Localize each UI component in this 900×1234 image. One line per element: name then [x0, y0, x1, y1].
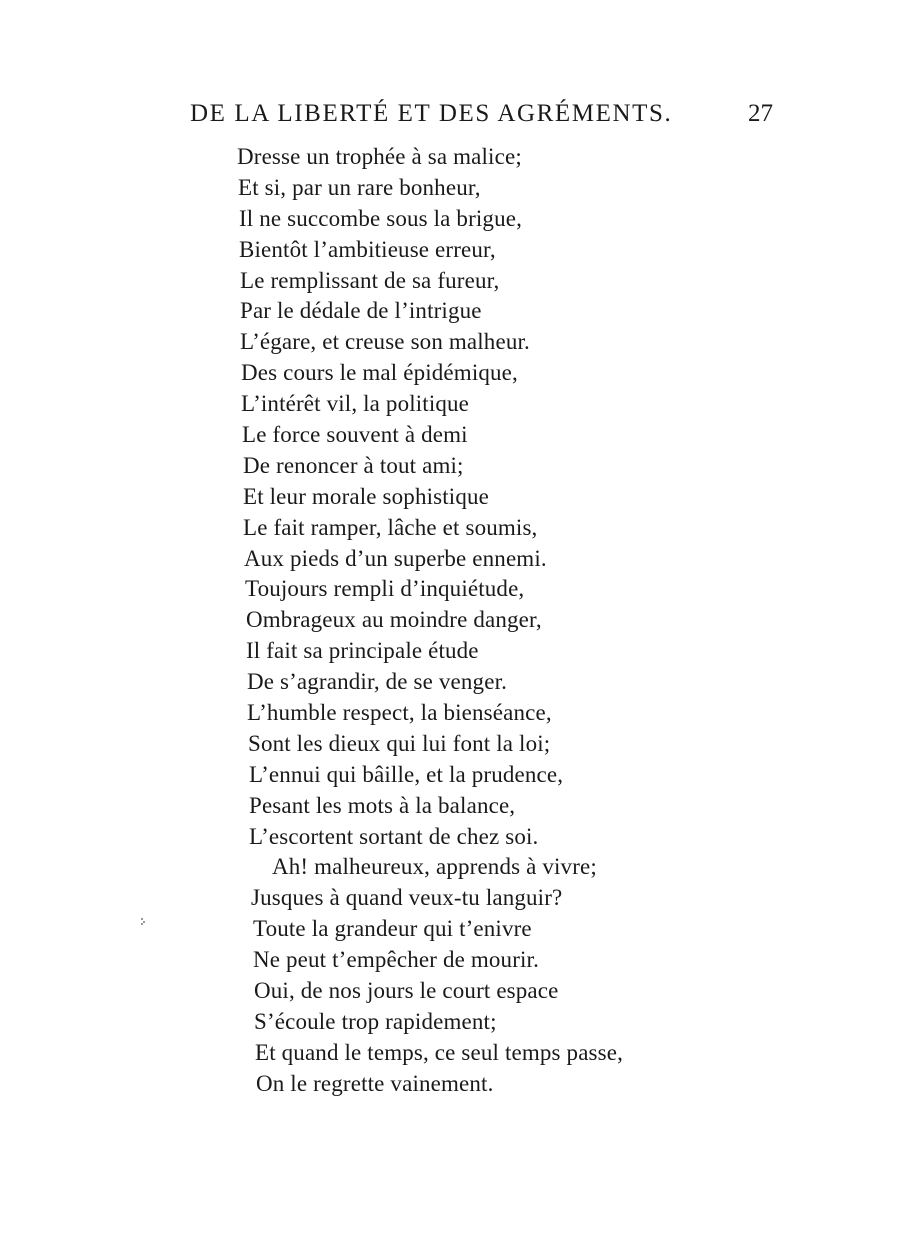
running-head — [190, 100, 780, 134]
poem-line: Ne peut t’empêcher de mourir. — [253, 947, 539, 973]
paper-speck — [140, 918, 145, 926]
poem-line: L’intérêt vil, la politique — [241, 391, 470, 417]
poem-line: L’humble respect, la bienséance, — [247, 700, 552, 726]
poem-line: L’escortent sortant de chez soi. — [249, 823, 539, 849]
poem-line: Le remplissant de sa fureur, — [240, 267, 500, 293]
poem-line: Le fait ramper, lâche et soumis, — [243, 514, 538, 540]
poem-line: De renoncer à tout ami; — [243, 452, 464, 478]
poem-line: Pesant les mots à la balance, — [249, 792, 516, 818]
poem-line: On le regrette vainement. — [256, 1070, 494, 1096]
poem-line: Des cours le mal épidémique, — [241, 360, 518, 386]
poem-line: L’ennui qui bâille, et la prudence, — [249, 761, 564, 787]
poem-line: Dresse un trophée à sa malice; — [237, 144, 522, 169]
poem-line: Ah! malheureux, apprends à vivre; — [272, 854, 597, 880]
poem-text — [0, 142, 900, 1100]
poem-line: Toute la grandeur qui t’enivre — [253, 916, 532, 942]
poem-line: Et leur morale sophistique — [243, 483, 489, 509]
poem-line: Ombrageux au moindre danger, — [246, 607, 542, 633]
poem-line: Il fait sa principale étude — [246, 638, 479, 664]
poem-line: L’égare, et creuse son malheur. — [240, 329, 530, 355]
poem-line: Il ne succombe sous la brigue, — [239, 205, 522, 231]
poem-line: Et quand le temps, ce seul temps passe, — [255, 1039, 624, 1065]
poem-line: Sont les dieux qui lui font la loi; — [248, 730, 551, 756]
poem-line: Jusques à quand veux-tu languir? — [251, 885, 563, 911]
poem-line: Oui, de nos jours le court espace — [254, 978, 559, 1004]
poem-line: Et si, par un rare bonheur, — [238, 174, 481, 200]
poem-line: Par le dédale de l’intrigue — [240, 298, 482, 324]
running-title: DE LA LIBERTÉ ET DES AGRÉMENTS. — [190, 100, 673, 127]
poem-line: Toujours rempli d’inquiétude, — [245, 576, 525, 602]
poem-line: S’écoule trop rapidement; — [254, 1008, 497, 1034]
poem-line: De s’agrandir, de se venger. — [247, 669, 508, 695]
poem-line: Bientôt l’ambitieuse erreur, — [239, 236, 496, 262]
poem-line: Aux pieds d’un superbe ennemi. — [244, 545, 547, 571]
poem-line: Le force souvent à demi — [242, 422, 468, 448]
page-number: 27 — [748, 100, 773, 127]
